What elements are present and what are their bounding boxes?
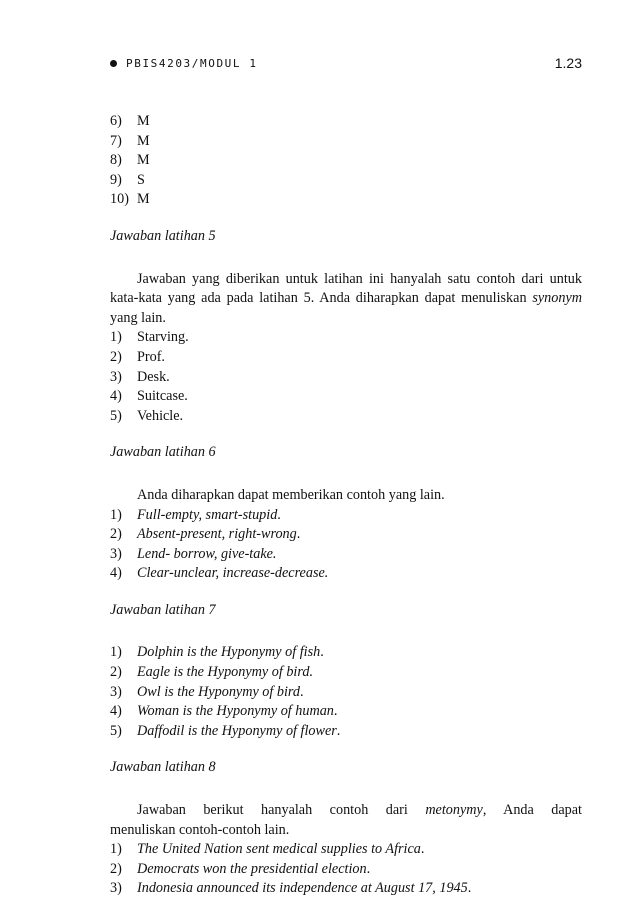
item-number: 4) [110, 565, 122, 582]
item-number: 3) [110, 545, 122, 562]
list-item [110, 151, 582, 171]
item-number: 2) [110, 860, 122, 877]
page-body [110, 112, 582, 899]
item-number: 1) [110, 329, 122, 346]
latihan-8-list [110, 840, 582, 899]
item-answer: Suitcase. [137, 388, 188, 405]
item-number: 5) [110, 722, 122, 739]
answer-list-top [110, 112, 582, 210]
list-item [110, 407, 582, 427]
latihan-6-intro: Anda diharapkan dapat memberikan contoh yang lain. [137, 486, 445, 503]
item-number: 1) [110, 506, 122, 523]
page-number: 1.23 [554, 55, 582, 71]
item-answer: Vehicle. [137, 407, 184, 424]
item-number: 8) [110, 152, 122, 169]
item-answer: Desk. [137, 368, 170, 385]
list-item [110, 190, 582, 210]
list-item [110, 663, 582, 683]
section-heading-latihan-8: Jawaban latihan 8 [110, 759, 216, 776]
item-number: 3) [110, 880, 122, 897]
list-item [110, 860, 582, 880]
item-end: . [296, 526, 301, 543]
item-number: 2) [110, 526, 122, 543]
intro-term: metonymy [425, 802, 483, 819]
list-item [110, 328, 582, 348]
latihan-8-intro-line-2: menuliskan contoh-contoh lain. [110, 821, 290, 838]
intro-text-end: , Anda dapat [482, 802, 582, 819]
item-number: 3) [110, 683, 122, 700]
item-answer: Daffodil is the Hyponymy of flower [137, 722, 337, 739]
item-answer: Owl is the Hyponymy of bird [137, 683, 301, 700]
item-answer: M [137, 191, 150, 208]
item-answer: Absent-present, right-wrong [137, 526, 297, 543]
item-answer: Eagle is the Hyponymy of bird. [137, 664, 313, 681]
latihan-5-intro [110, 270, 582, 329]
intro-text: Jawaban yang diberikan untuk latihan ini hanyalah satu contoh dari untuk kata-kata yang ada pada latihan 5. Anda diharapkan dapat menuliskan [110, 270, 582, 307]
item-number: 9) [110, 171, 122, 188]
list-item [110, 387, 582, 407]
list-item [110, 368, 582, 388]
item-answer: M [137, 113, 150, 129]
list-item [110, 506, 582, 526]
item-answer: Starving. [137, 329, 189, 346]
item-end: . [336, 722, 341, 739]
item-end: . [420, 841, 425, 858]
bullet-icon [110, 60, 117, 67]
list-item [110, 564, 582, 584]
module-code: PBIS4203/MODUL 1 [126, 57, 258, 70]
list-item [110, 171, 582, 191]
latihan-7-list [110, 643, 582, 741]
intro-text: Jawaban berikut hanyalah contoh dari [137, 802, 408, 819]
section-heading-latihan-5: Jawaban latihan 5 [110, 227, 216, 244]
item-end: . [277, 506, 281, 523]
section-heading-latihan-7: Jawaban latihan 7 [110, 601, 216, 618]
item-answer: Lend- borrow, give-take. [137, 545, 277, 562]
intro-term: synonym [532, 290, 582, 307]
list-item [110, 545, 582, 565]
item-answer: M [137, 152, 150, 169]
item-number: 1) [110, 644, 122, 661]
item-number: 2) [110, 348, 122, 365]
item-answer: Woman is the Hyponymy of human [137, 703, 334, 720]
list-item [110, 112, 582, 132]
item-answer: Dolphin is the Hyponymy of fish [137, 644, 321, 661]
item-number: 3) [110, 368, 122, 385]
list-item [110, 722, 582, 742]
item-answer: Prof. [137, 348, 165, 365]
item-end: . [366, 860, 371, 877]
list-item [110, 840, 582, 860]
item-number: 7) [110, 132, 122, 149]
latihan-6-list [110, 506, 582, 584]
latihan-8-intro-line-1 [110, 801, 582, 821]
item-end: . [320, 644, 324, 661]
item-answer: S [137, 171, 145, 188]
list-item [110, 643, 582, 663]
item-end: . [333, 703, 338, 720]
list-item [110, 879, 582, 899]
item-number: 4) [110, 388, 122, 405]
list-item [110, 132, 582, 152]
item-end: . [300, 683, 304, 700]
page-header [110, 56, 582, 74]
item-number: 10) [110, 191, 129, 208]
item-answer: Full-empty, smart-stupid [137, 506, 278, 523]
list-item [110, 525, 582, 545]
item-number: 5) [110, 407, 122, 424]
latihan-5-list [110, 328, 582, 426]
section-heading-latihan-6: Jawaban latihan 6 [110, 444, 216, 461]
item-number: 4) [110, 703, 122, 720]
item-answer: The United Nation sent medical supplies to Africa [137, 841, 421, 858]
item-number: 1) [110, 841, 122, 858]
intro-text-end: yang lain. [110, 309, 166, 326]
list-item [110, 683, 582, 703]
item-answer: M [137, 132, 150, 149]
item-number: 6) [110, 113, 122, 129]
item-end: . [467, 880, 472, 897]
list-item [110, 702, 582, 722]
item-answer: Indonesia announced its independence at August 17, 1945 [137, 880, 468, 897]
item-number: 2) [110, 664, 122, 681]
list-item [110, 348, 582, 368]
item-answer: Democrats won the presidential election [137, 860, 367, 877]
item-answer: Clear-unclear, increase-decrease. [137, 565, 329, 582]
